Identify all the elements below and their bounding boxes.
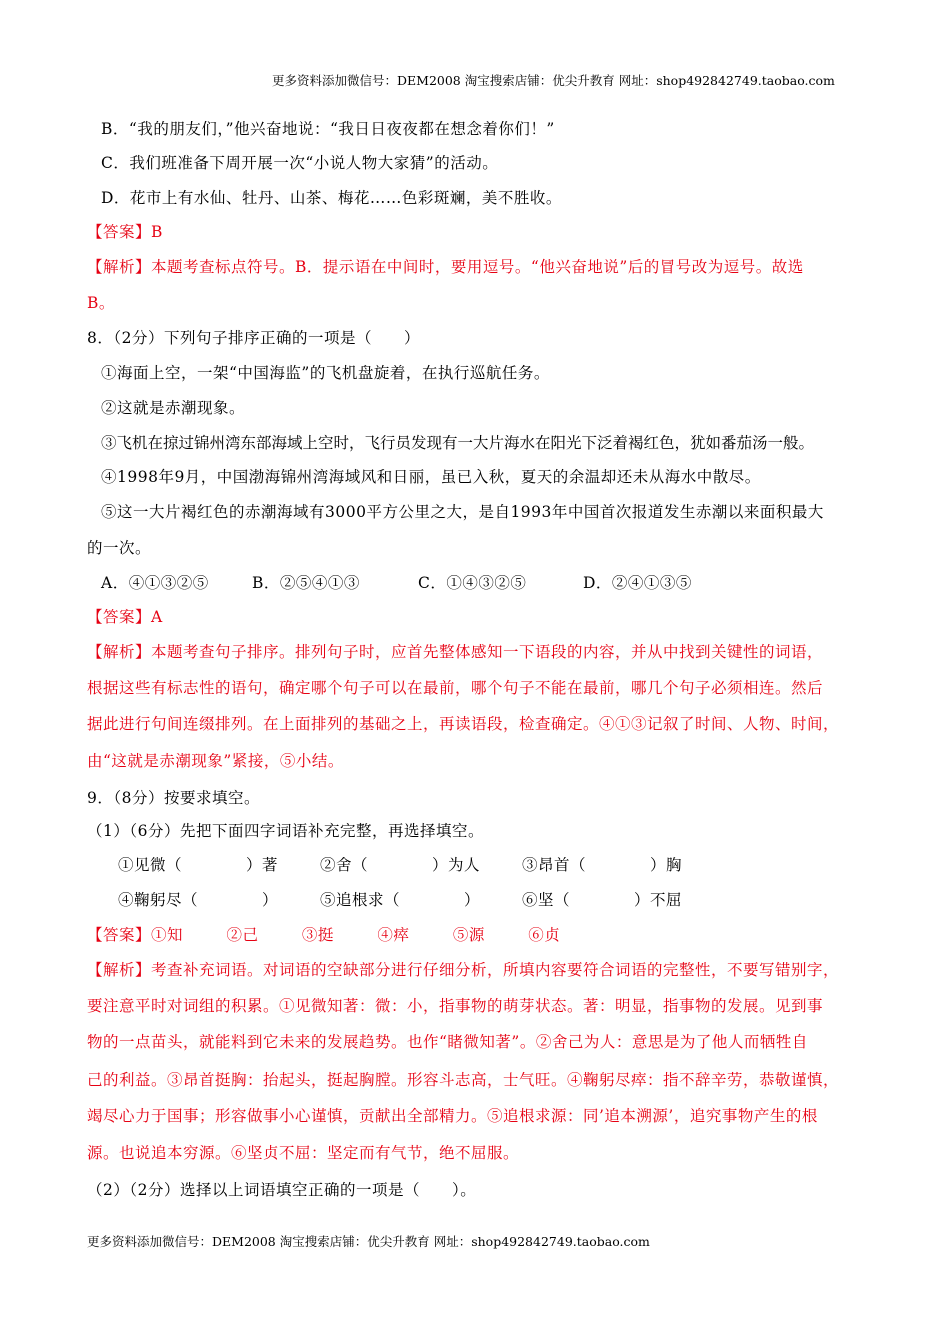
q9-answer-2: ②己 [226, 926, 259, 944]
q8-sentence-3: ③飞机在掠过锦州湾东部海域上空时，飞行员发现有一大片海水在阳光下泛着褐红色，犹如番茄汤一般。 [101, 434, 815, 452]
q8-option-a: A．④①③②⑤ [101, 574, 209, 592]
q9-analysis-line-4: 己的利益。③昂首挺胸：抬起头，挺起胸膛。形容斗志高，士气旺。④鞠躬尽瘁：指不辞辛劳，恭敬谨慎， [87, 1071, 840, 1089]
q7-analysis-line-1: 【解析】本题考查标点符号。B．提示语在中间时，要用逗号。“他兴奋地说”后的冒号改为逗号。故选 [87, 258, 804, 276]
q9-analysis-line-5: 竭尽心力于国事；形容做事小心谨慎，贡献出全部精力。⑤追根求源：同’追本溯源’，追究事物产生的根 [87, 1107, 818, 1125]
q9-stem: 9．（8分）按要求填空。 [87, 789, 260, 807]
q7-analysis-line-2: B。 [87, 294, 115, 312]
q9-analysis-line-6: 源。也说追本穷源。⑥坚贞不屈：坚定而有气节，绝不屈服。 [87, 1144, 520, 1162]
q9-word-2: ②舍（ ）为人 [320, 856, 481, 874]
q9-word-4: ④鞠躬尽（ ） [118, 891, 279, 909]
q7-option-b: B．“我的朋友们，”他兴奋地说：“我日日夜夜都在想念着你们！” [101, 120, 555, 138]
q8-analysis-line-4: 由“这就是赤潮现象”紧接，⑤小结。 [87, 752, 344, 770]
q7-option-c: C．我们班准备下周开展一次“小说人物大家猜”的活动。 [101, 154, 499, 172]
q9-word-1: ①见微（ ）著 [118, 856, 279, 874]
q9-analysis-line-1: 【解析】考查补充词语。对词语的空缺部分进行仔细分析，所填内容要符合词语的完整性，不要写错别字， [87, 961, 840, 979]
q9-answer-5: ⑤源 [452, 926, 485, 944]
q8-analysis-line-1: 【解析】本题考查句子排序。排列句子时，应首先整体感知一下语段的内容，并从中找到关键性的词语， [87, 643, 824, 661]
q9-answer-line [87, 924, 560, 946]
q9-word-6: ⑥坚（ ）不屈 [522, 891, 683, 909]
q8-option-c: C．①④③②⑤ [418, 574, 527, 592]
q9-sub1: （1）（6分）先把下面四字词语补充完整，再选择填空。 [87, 822, 484, 840]
q9-answer-1: ①知 [151, 926, 184, 944]
page-header: 更多资料添加微信号：DEM2008 淘宝搜索店铺：优尖升教育 网址：shop492842749.taobao.com [272, 73, 835, 88]
q9-analysis-line-3: 物的一点苗头，就能料到它未来的发展趋势。也作“睹微知著”。②舍己为人：意思是为了他人而牺牲自 [87, 1033, 808, 1051]
q7-option-d: D．花市上有水仙、牡丹、山茶、梅花……色彩斑斓，美不胜收。 [101, 189, 562, 207]
q8-analysis-line-3: 据此进行句间连缀排列。在上面排列的基础之上，再读语段，检查确定。④①③记叙了时间、人物、时间， [87, 715, 840, 733]
q8-sentence-5: ⑤这一大片褐红色的赤潮海域有3000平方公里之大，是自1993年中国首次报道发生赤潮以来面积最大 [101, 503, 824, 521]
q8-sentence-5-cont: 的一次。 [87, 539, 152, 557]
q9-answer-6: ⑥贞 [528, 926, 561, 944]
q8-sentence-4: ④1998年9月，中国渤海锦州湾海域风和日丽，虽已入秋，夏天的余温却还未从海水中散尽。 [101, 468, 761, 486]
q9-answer-3: ③挺 [301, 926, 334, 944]
q9-word-5: ⑤追根求（ ） [320, 891, 481, 909]
q9-sub2: （2）（2分）选择以上词语填空正确的一项是（ ）。 [87, 1181, 477, 1199]
q7-answer: 【答案】B [87, 223, 163, 241]
q8-sentence-2: ②这就是赤潮现象。 [101, 399, 246, 417]
q8-option-d: D．②④①③⑤ [583, 574, 692, 592]
q8-answer: 【答案】A [87, 608, 163, 626]
q9-word-3: ③昂首（ ）胸 [522, 856, 683, 874]
page-footer: 更多资料添加微信号：DEM2008 淘宝搜索店铺：优尖升教育 网址：shop492842749.taobao.com [87, 1234, 650, 1249]
q9-answer-label: 【答案】 [87, 926, 152, 944]
q9-analysis-line-2: 要注意平时对词组的积累。①见微知著：微：小，指事物的萌芽状态。著：明显，指事物的发展。见到事 [87, 997, 824, 1015]
q9-answer-4: ④瘁 [377, 926, 410, 944]
q8-option-b: B．②⑤④①③ [252, 574, 360, 592]
q8-analysis-line-2: 根据这些有标志性的语句，确定哪个句子可以在最前，哪个句子不能在最前，哪几个句子必须相连。然后 [87, 679, 824, 697]
q8-sentence-1: ①海面上空，一架“中国海监”的飞机盘旋着，在执行巡航任务。 [101, 364, 550, 382]
q8-stem: 8．（2分）下列句子排序正确的一项是（ ） [87, 329, 420, 347]
